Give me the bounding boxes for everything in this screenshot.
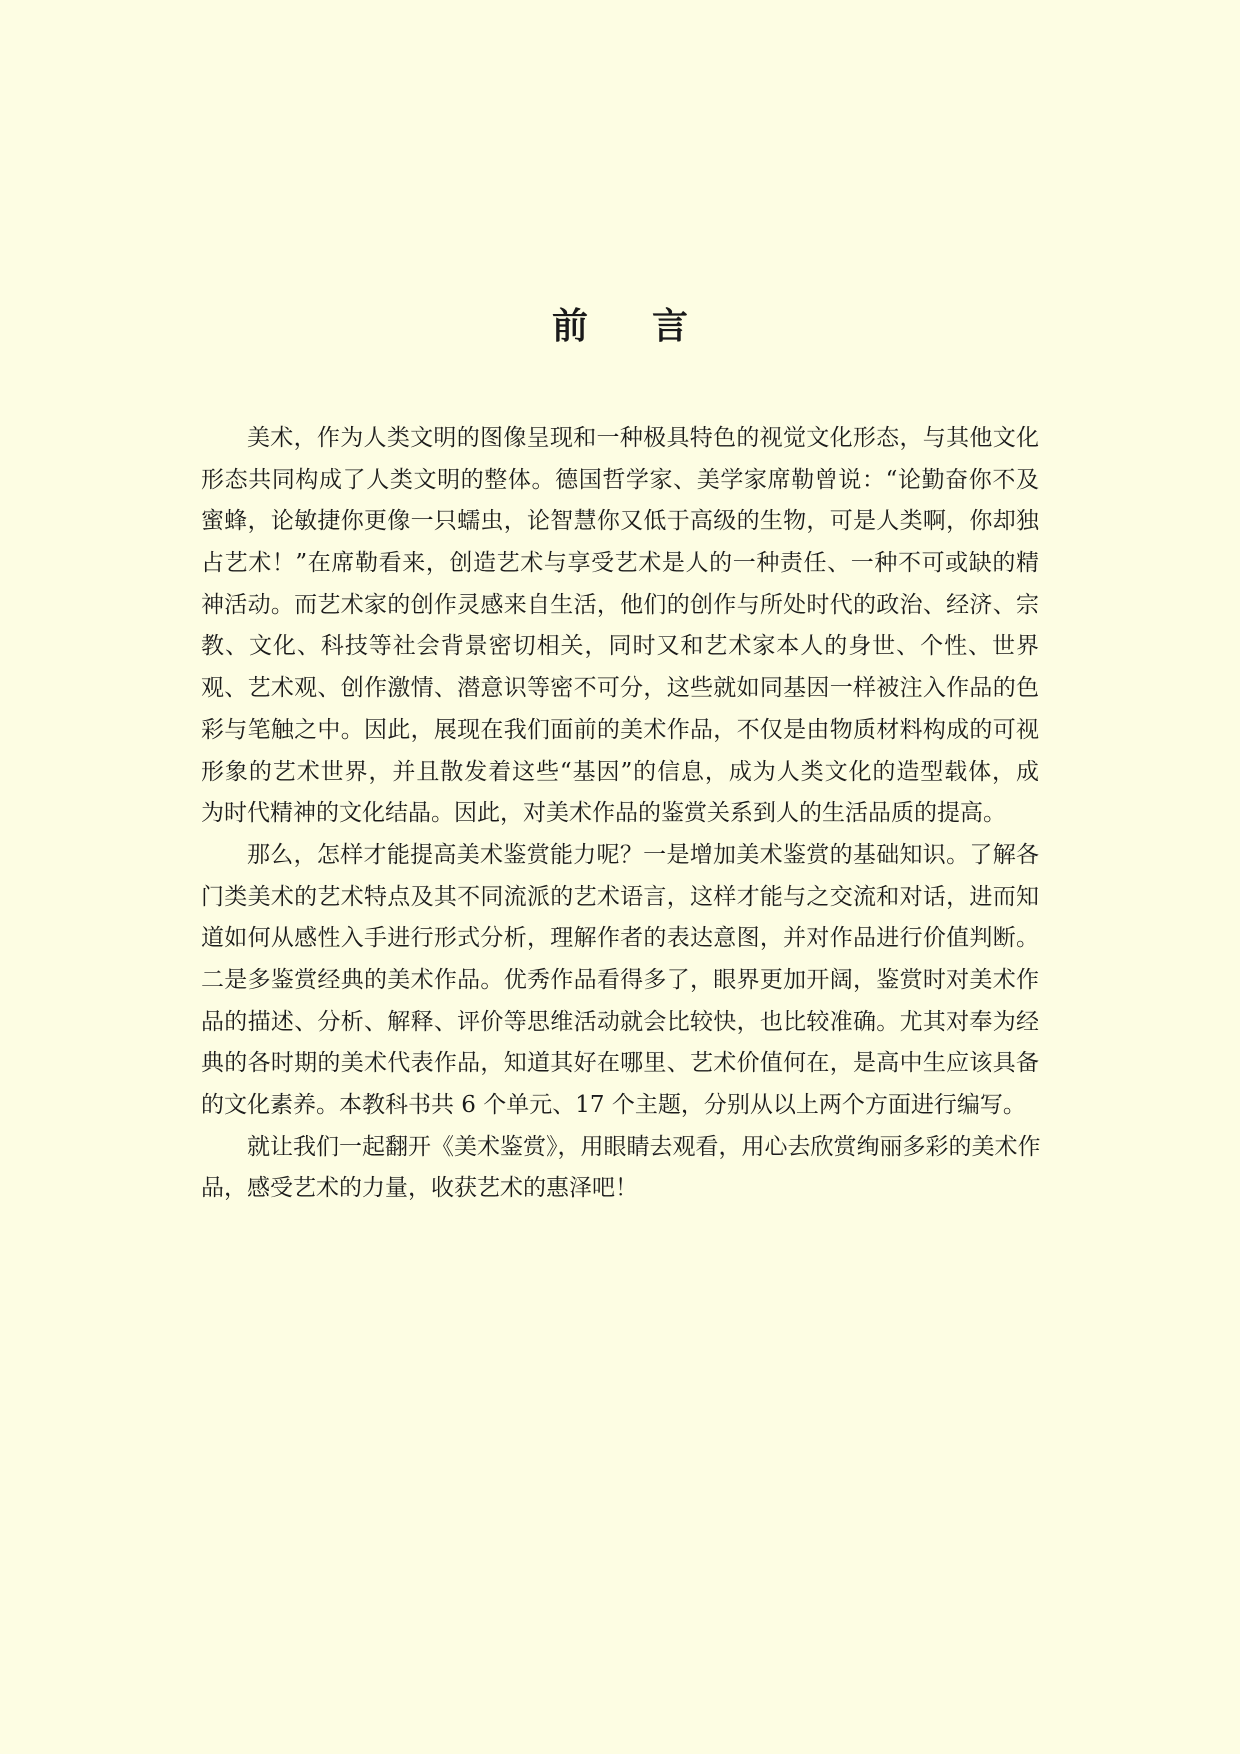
- text-line: 教、文化、科技等社会背景密切相关，同时又和艺术家本人的身世、个性、世界: [201, 633, 1039, 660]
- page-title: [0, 298, 1240, 349]
- preface-body: [201, 418, 1039, 1210]
- paragraph: [201, 418, 1039, 835]
- text-line: 典的各时期的美术代表作品，知道其好在哪里、艺术价值何在，是高中生应该具备: [201, 1050, 1039, 1077]
- title-char: 前: [551, 306, 588, 347]
- text-line: 神活动。而艺术家的创作灵感来自生活，他们的创作与所处时代的政治、经济、宗: [201, 591, 1039, 618]
- text-line: 道如何从感性入手进行形式分析，理解作者的表达意图，并对作品进行价值判断。: [201, 925, 1039, 952]
- text-line: 二是多鉴赏经典的美术作品。优秀作品看得多了，眼界更加开阔，鉴赏时对美术作: [201, 966, 1039, 993]
- title-char: 言: [652, 306, 689, 347]
- text-line: 为时代精神的文化结晶。因此，对美术作品的鉴赏关系到人的生活品质的提高。: [201, 800, 1006, 827]
- text-line: 品的描述、分析、解释、评价等思维活动就会比较快，也比较准确。尤其对奉为经: [201, 1008, 1039, 1035]
- text-line: 形象的艺术世界，并且散发着这些“基因”的信息，成为人类文化的造型载体，成: [201, 758, 1039, 785]
- text-line: 观、艺术观、创作激情、潜意识等密不可分，这些就如同基因一样被注入作品的色: [201, 675, 1039, 702]
- paragraph: [201, 835, 1039, 1127]
- text-line: 品，感受艺术的力量，收获艺术的惠泽吧！: [201, 1175, 638, 1202]
- text-line: 门类美术的艺术特点及其不同流派的艺术语言，这样才能与之交流和对话，进而知: [201, 883, 1039, 910]
- paragraph: [201, 1127, 1039, 1210]
- text-line: 彩与笔触之中。因此，展现在我们面前的美术作品，不仅是由物质材料构成的可视: [201, 716, 1039, 743]
- text-line: 形态共同构成了人类文明的整体。德国哲学家、美学家席勒曾说：“论勤奋你不及: [201, 466, 1039, 493]
- text-line: 美术，作为人类文明的图像呈现和一种极具特色的视觉文化形态，与其他文化: [247, 425, 1039, 451]
- text-line: 的文化素养。本教科书共 6 个单元、17 个主题，分别从以上两个方面进行编写。: [201, 1092, 1026, 1118]
- text-line: 占艺术！”在席勒看来，创造艺术与享受艺术是人的一种责任、一种不可或缺的精: [201, 550, 1039, 577]
- text-line: 蜜蜂，论敏捷你更像一只蠕虫，论智慧你又低于高级的生物，可是人类啊，你却独: [201, 508, 1039, 535]
- text-line: 就让我们一起翻开《美术鉴赏》，用眼睛去观看，用心去欣赏绚丽多彩的美术作: [247, 1133, 1041, 1160]
- text-line: 那么，怎样才能提高美术鉴赏能力呢？一是增加美术鉴赏的基础知识。了解各: [247, 841, 1039, 868]
